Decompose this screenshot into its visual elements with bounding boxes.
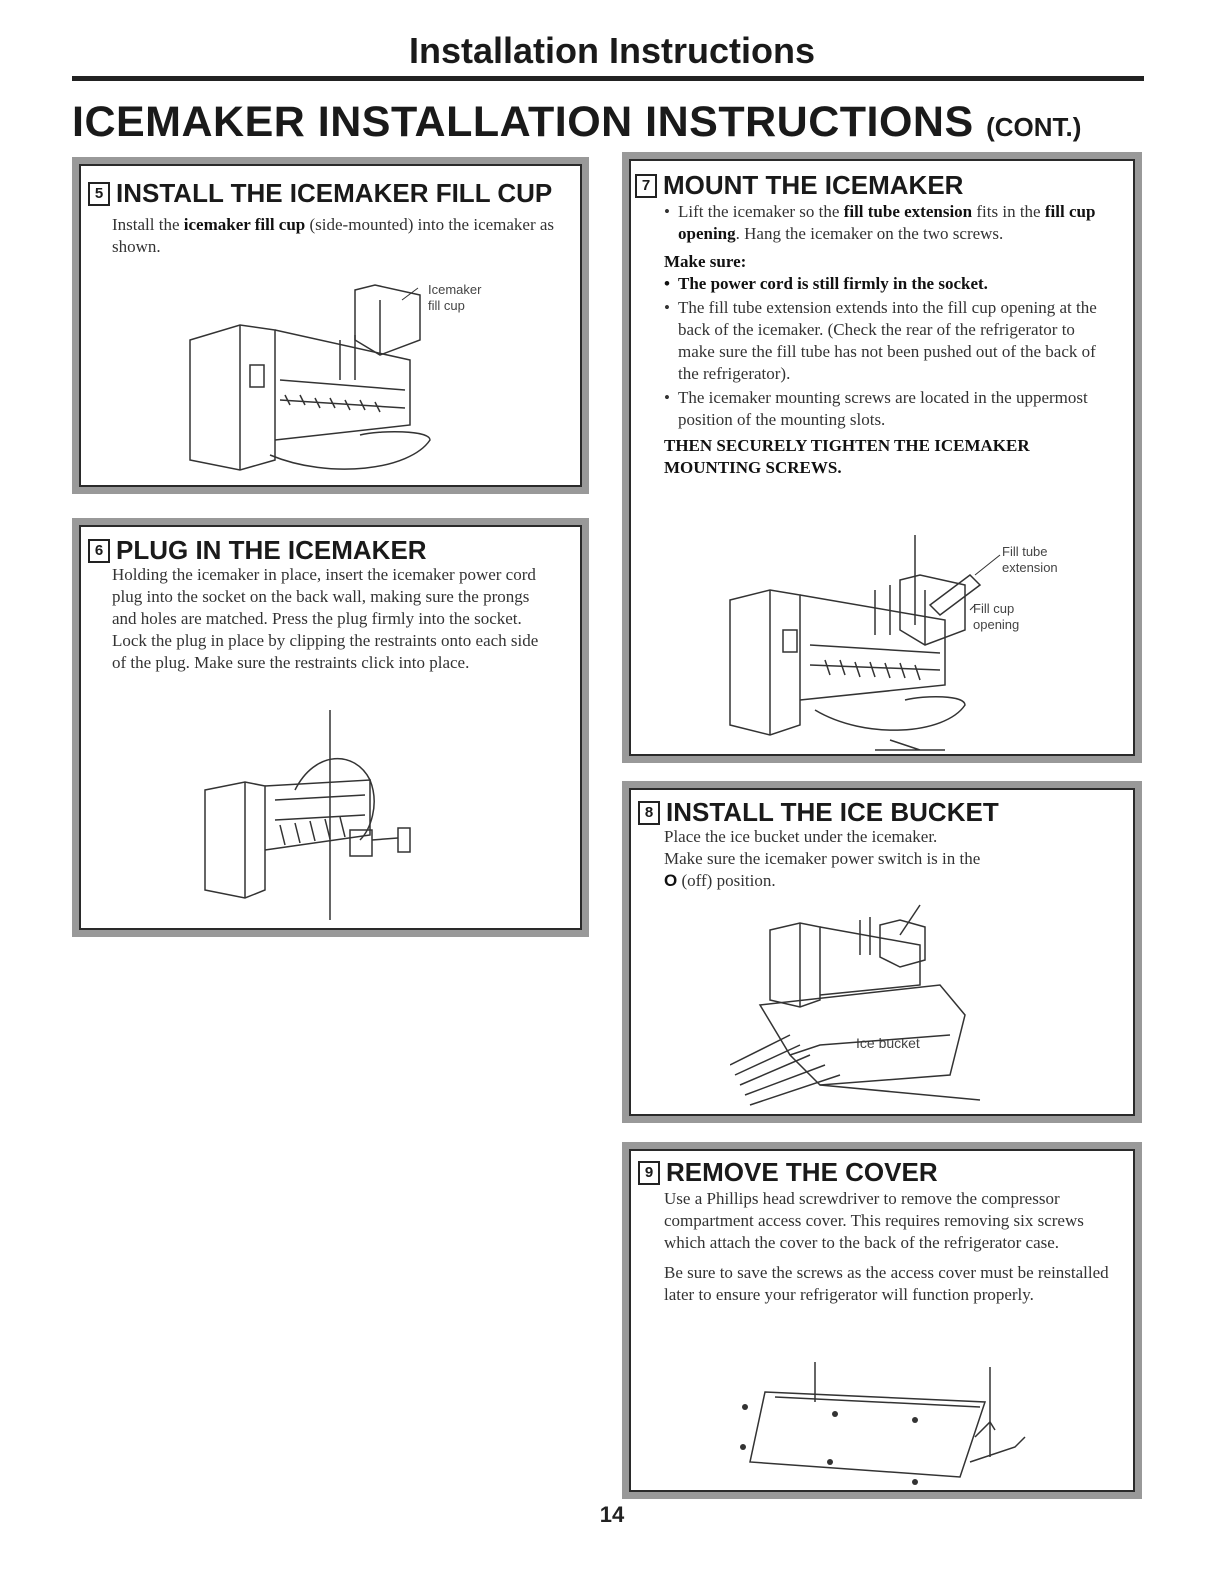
plug-in-icemaker-illustration bbox=[195, 710, 455, 920]
step-7-title: MOUNT THE ICEMAKER bbox=[663, 170, 964, 200]
step-7-heading bbox=[635, 170, 963, 201]
step-7-make-sure: Make sure: bbox=[664, 252, 747, 271]
step-8-number: 8 bbox=[638, 801, 660, 825]
step-8-heading bbox=[638, 797, 999, 828]
step-7-bullet-4: • The icemaker mounting screws are located in the uppermost position of the mounting slots. bbox=[664, 387, 1114, 431]
step-6-title: PLUG IN THE ICEMAKER bbox=[116, 535, 427, 565]
step-5-heading bbox=[88, 178, 552, 209]
step-9-title: REMOVE THE COVER bbox=[666, 1157, 938, 1187]
step-6-text: Holding the icemaker in place, insert the icemaker power cord plug into the socket on the back wall, making sure the prongs and holes are matched. Press the plug firmly into the socket. Lock the plug in place by clipping the restraints onto each side of the plug. Make sure the restraints click into place. bbox=[112, 565, 539, 672]
step-5-title: INSTALL THE ICEMAKER FILL CUP bbox=[116, 178, 553, 208]
step-6-heading bbox=[88, 535, 427, 566]
ice-bucket-illustration bbox=[730, 895, 990, 1110]
step-9-heading bbox=[638, 1157, 938, 1188]
remove-cover-illustration bbox=[735, 1362, 1035, 1487]
step-9-number: 9 bbox=[638, 1161, 660, 1185]
page-title bbox=[72, 98, 1081, 147]
step-8-title: INSTALL THE ICE BUCKET bbox=[666, 797, 999, 827]
step-7-label-fill-cup: Fill cup opening bbox=[973, 601, 1020, 632]
header-rule bbox=[72, 76, 1144, 81]
step-5-text: Install the icemaker fill cup (side-mounted) into the icemaker as shown. bbox=[112, 215, 555, 256]
step-8-text: Place the ice bucket under the icemaker. Make sure the icemaker power switch is in the O (off) position. bbox=[664, 827, 981, 890]
page-title-main: ICEMAKER INSTALLATION INSTRUCTIONS bbox=[72, 98, 974, 146]
page-number: 14 bbox=[599, 1502, 625, 1527]
icemaker-fill-cup-illustration bbox=[180, 280, 480, 480]
step-8-label-ice-bucket: Ice bucket bbox=[856, 1035, 920, 1051]
step-7-number: 7 bbox=[635, 174, 657, 198]
step-6-number: 6 bbox=[88, 539, 110, 563]
step-5-label: Icemaker fill cup bbox=[428, 282, 482, 313]
section-header: Installation Instructions bbox=[408, 30, 816, 71]
step-7-then: THEN SECURELY TIGHTEN THE ICEMAKER MOUNTING SCREWS. bbox=[664, 436, 1030, 477]
step-7-label-fill-tube: Fill tube extension bbox=[1002, 544, 1058, 575]
step-7-text bbox=[664, 201, 1114, 479]
step-5-number: 5 bbox=[88, 182, 110, 206]
step-7-bullet-3: • The fill tube extension extends into the fill cup opening at the back of the icemaker. (Check the rear of the refrigerator to make sure the fill tube has not been pushed out of the back of the refrigerator). bbox=[664, 297, 1114, 385]
step-7-bullet-1: • Lift the icemaker so the fill tube extension fits in the fill cup opening. Hang the icemaker on the two screws. bbox=[664, 201, 1114, 245]
step-7-bullet-2: • The power cord is still firmly in the socket. bbox=[664, 273, 1114, 295]
mount-icemaker-illustration bbox=[715, 535, 1005, 755]
step-9-text: Use a Phillips head screwdriver to remove the compressor compartment access cover. This requires removing six screws which attach the cover to the back of the refrigerator case. Be sure to save the screws as the access cover must be reinstalled later to ensure your refrigerator will function properly. bbox=[664, 1189, 1109, 1304]
page-title-suffix: (CONT.) bbox=[986, 112, 1082, 142]
